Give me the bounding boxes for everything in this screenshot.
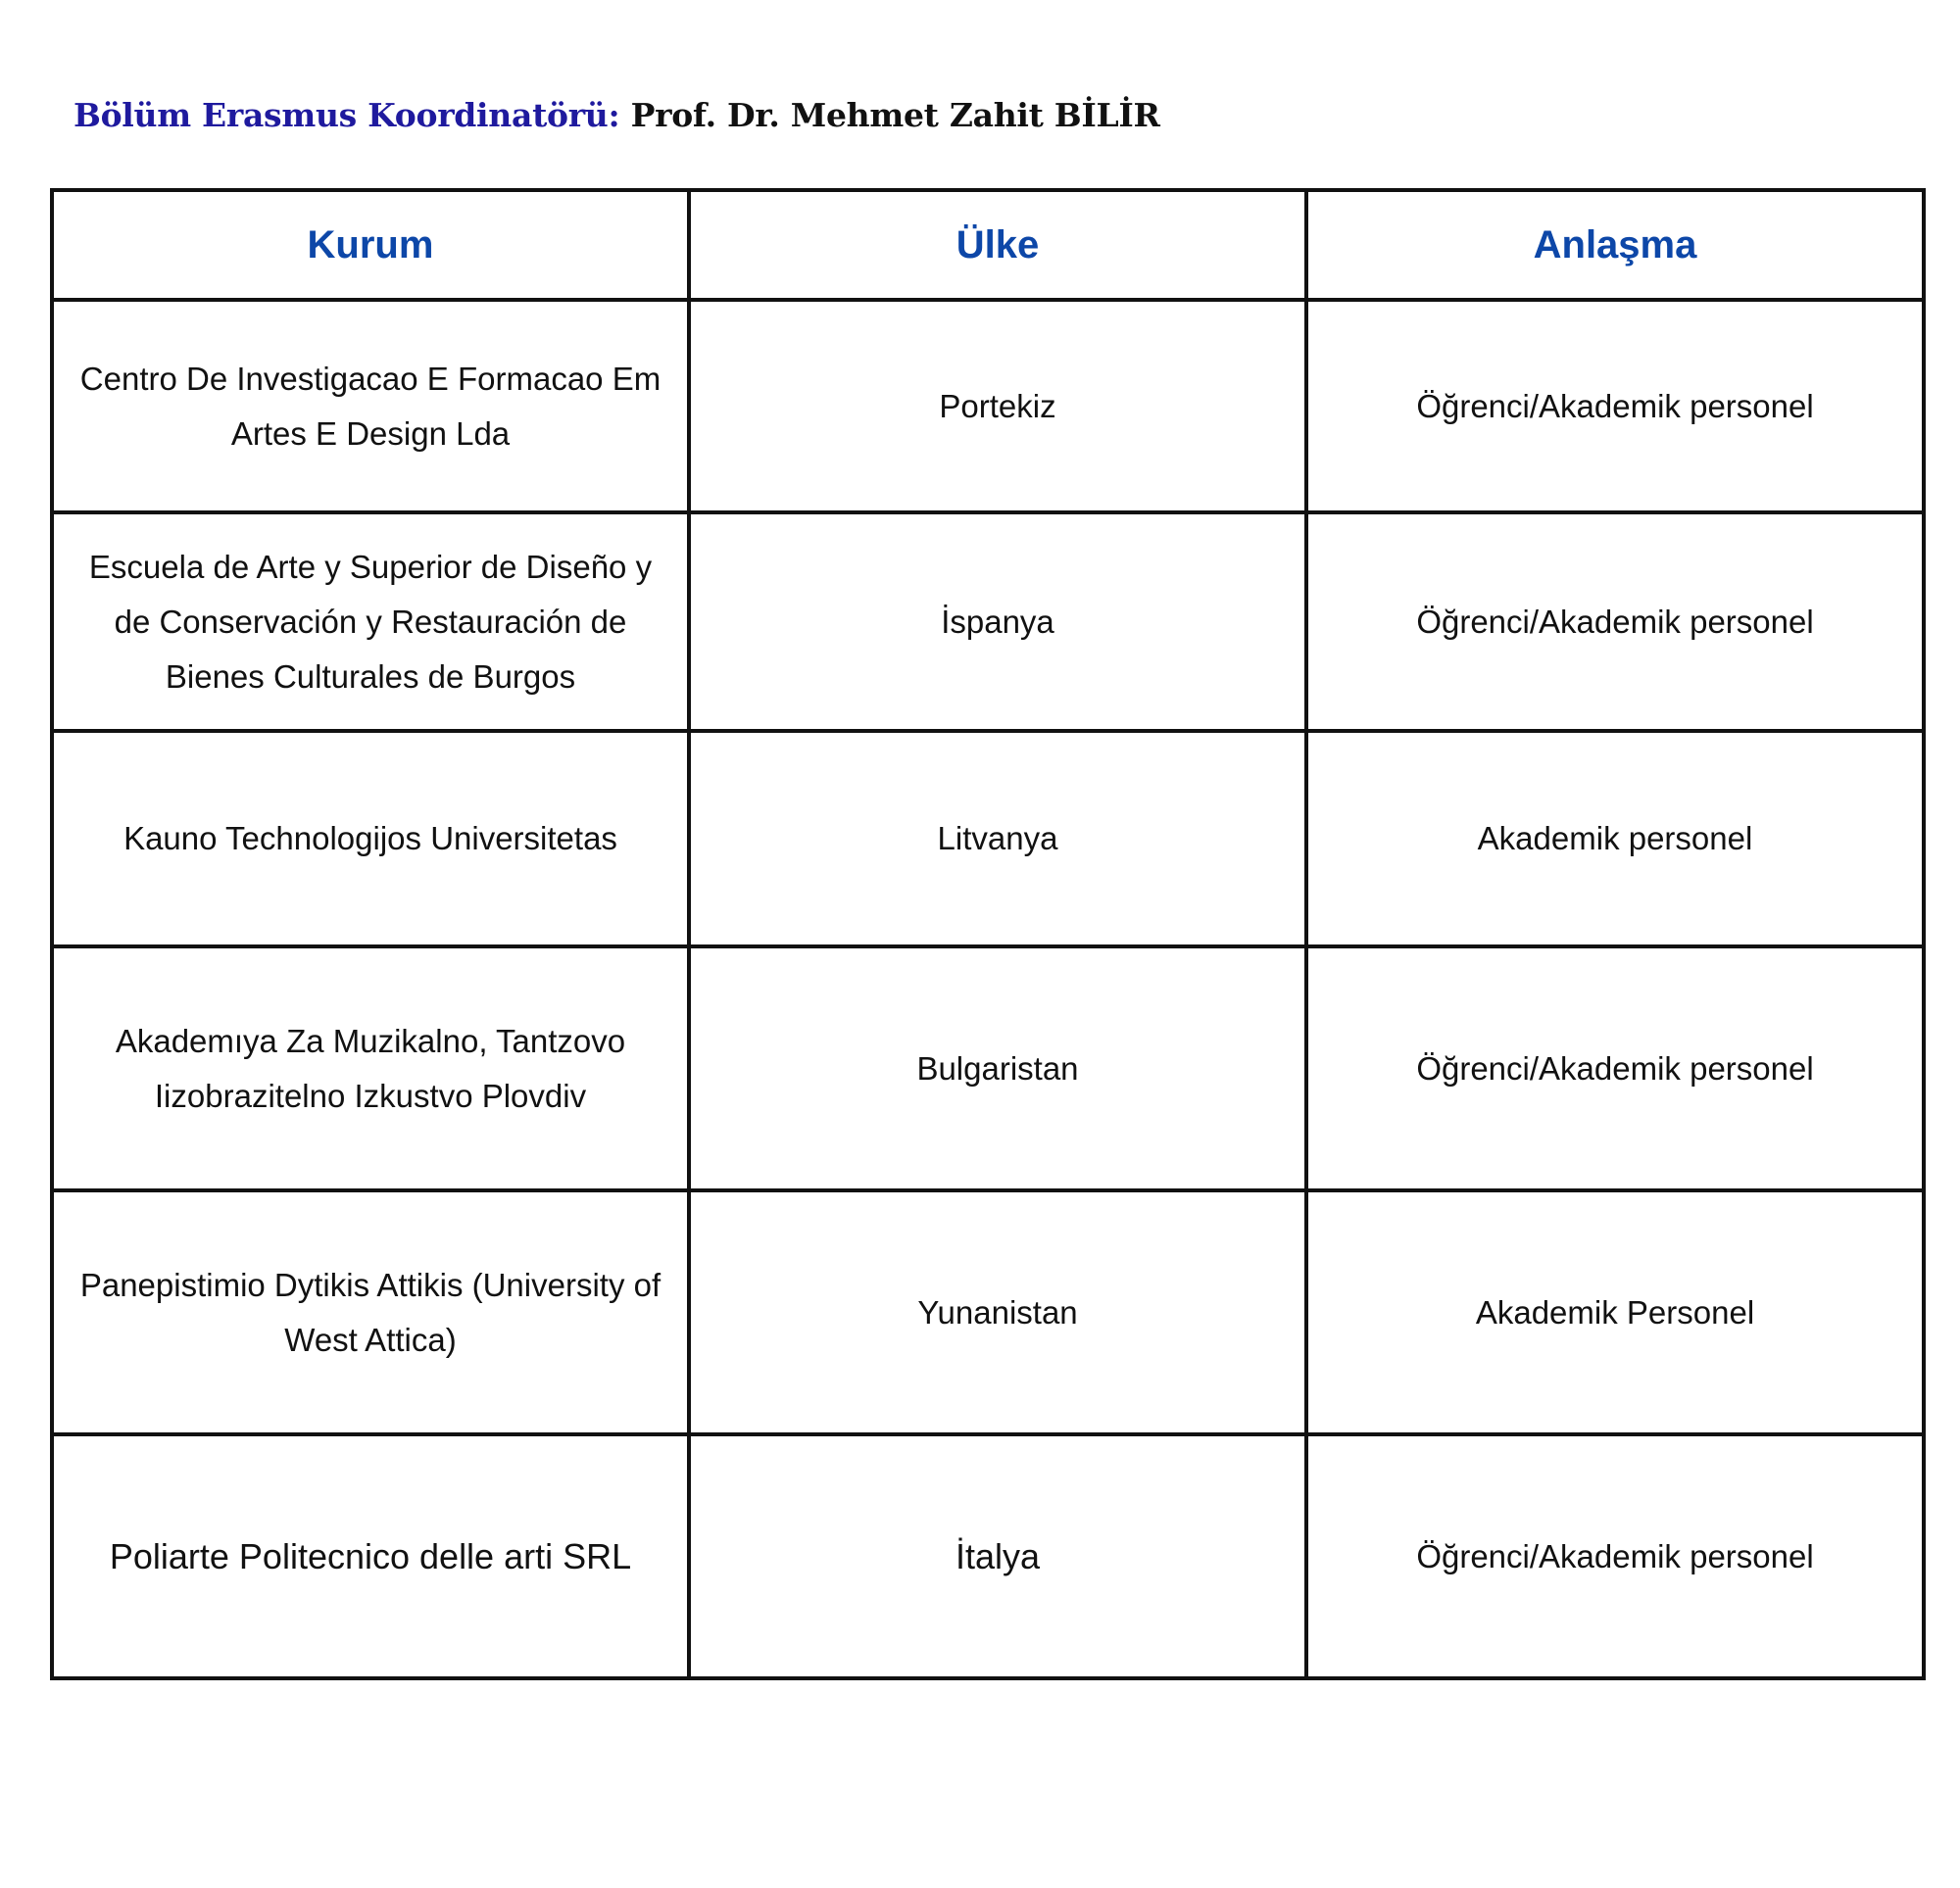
cell-agreement: Akademik personel	[1306, 731, 1924, 946]
table-row	[52, 512, 1924, 731]
coordinator-label: Bölüm Erasmus Koordinatörü:	[74, 96, 620, 134]
cell-institution: Panepistimio Dytikis Attikis (University of West Attica)	[52, 1190, 689, 1434]
cell-country: Portekiz	[689, 300, 1306, 512]
table-row	[52, 300, 1924, 512]
header-country: Ülke	[689, 190, 1306, 300]
table-row	[52, 1190, 1924, 1434]
cell-institution: Kauno Technologijos Universitetas	[52, 731, 689, 946]
cell-country: Litvanya	[689, 731, 1306, 946]
cell-country: İtalya	[689, 1434, 1306, 1678]
cell-agreement: Öğrenci/Akademik personel	[1306, 512, 1924, 731]
cell-agreement: Öğrenci/Akademik personel	[1306, 300, 1924, 512]
cell-country: Bulgaristan	[689, 946, 1306, 1190]
header-institution: Kurum	[52, 190, 689, 300]
cell-agreement: Akademik Personel	[1306, 1190, 1924, 1434]
coordinator-line	[74, 96, 1160, 134]
agreements-table	[50, 188, 1926, 1680]
coordinator-name: Prof. Dr. Mehmet Zahit BİLİR	[630, 96, 1160, 134]
cell-institution: Escuela de Arte y Superior de Diseño y de Conservación y Restauración de Bienes Culturales de Burgos	[52, 512, 689, 731]
table-row	[52, 731, 1924, 946]
table-row	[52, 946, 1924, 1190]
cell-country: Yunanistan	[689, 1190, 1306, 1434]
cell-institution: Centro De Investigacao E Formacao Em Artes E Design Lda	[52, 300, 689, 512]
cell-institution: Poliarte Politecnico delle arti SRL	[52, 1434, 689, 1678]
header-agreement: Anlaşma	[1306, 190, 1924, 300]
cell-agreement: Öğrenci/Akademik personel	[1306, 1434, 1924, 1678]
cell-country: İspanya	[689, 512, 1306, 731]
table-row	[52, 1434, 1924, 1678]
table-header-row	[52, 190, 1924, 300]
cell-agreement: Öğrenci/Akademik personel	[1306, 946, 1924, 1190]
cell-institution: Akademıya Za Muzikalno, Tantzovo Iizobrazitelno Izkustvo Plovdiv	[52, 946, 689, 1190]
